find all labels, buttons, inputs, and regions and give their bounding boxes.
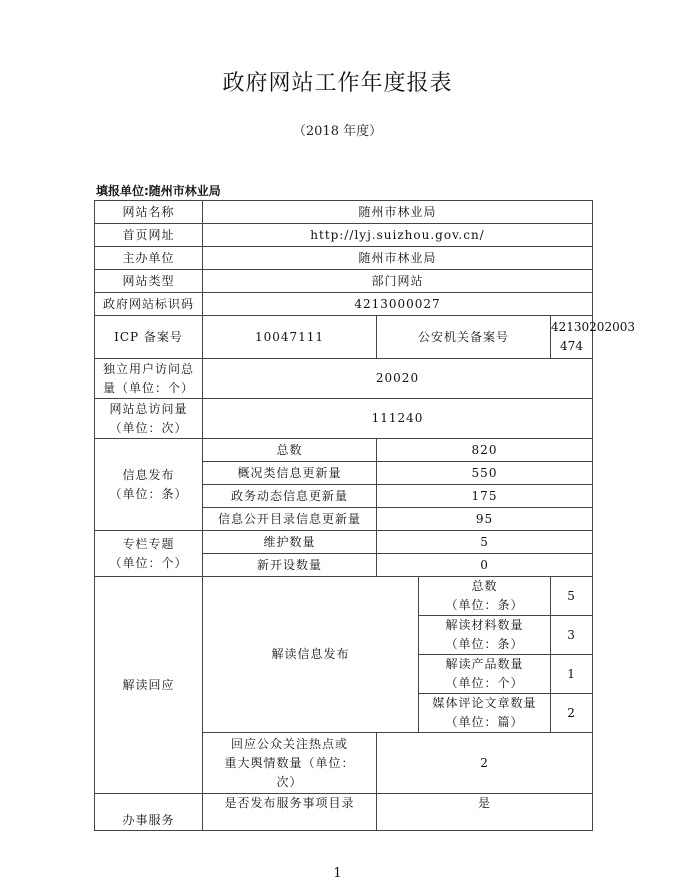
cell-label: 总数 — [203, 439, 377, 462]
cell-label: 主办单位 — [95, 247, 203, 270]
label-line: 次） — [276, 774, 303, 789]
table-row — [95, 359, 593, 399]
cell-label: 解读信息发布 — [203, 577, 419, 733]
cell-label — [419, 694, 551, 733]
cell-label: 首页网址 — [95, 224, 203, 247]
label-line: 解读材料数量 — [445, 618, 524, 632]
cell-value: 部门网站 — [203, 270, 593, 293]
table-row — [95, 399, 593, 439]
cell-value: 0 — [377, 554, 593, 577]
cell-value: 175 — [377, 485, 593, 508]
label-line: （单位：篇） — [445, 715, 524, 729]
table-row — [95, 293, 593, 316]
label-line: 网站总访问量 — [109, 401, 188, 416]
table-row — [95, 247, 593, 270]
cell-value: 95 — [377, 508, 593, 531]
cell-label: 办事服务 — [95, 794, 203, 831]
cell-label: 公安机关备案号 — [377, 316, 551, 359]
cell-label: 网站名称 — [95, 201, 203, 224]
cell-label: 解读回应 — [95, 577, 203, 794]
cell-value: 2 — [377, 733, 593, 794]
cell-label: 新开设数量 — [203, 554, 377, 577]
label-line: （单位：条） — [445, 637, 524, 651]
report-year: （2018 年度） — [292, 124, 383, 139]
page-number: 1 — [333, 866, 342, 881]
table-row — [95, 316, 593, 359]
label-line: 回应公众关注热点或 — [230, 736, 348, 751]
table-row — [95, 794, 593, 831]
cell-label: 信息公开目录信息更新量 — [203, 508, 377, 531]
label-line: （单位：个） — [445, 676, 524, 690]
cell-value: 5 — [551, 577, 593, 616]
cell-label: 维护数量 — [203, 531, 377, 554]
table-row — [95, 577, 593, 616]
label-line: 解读产品数量 — [445, 657, 524, 671]
label-line: 量（单位：个） — [102, 380, 194, 395]
cell-value: 1 — [551, 655, 593, 694]
cell-label — [95, 359, 203, 399]
cell-label: 概况类信息更新量 — [203, 462, 377, 485]
cell-value: 111240 — [203, 399, 593, 439]
cell-label: ICP 备案号 — [95, 316, 203, 359]
label-line: （单位：条） — [109, 486, 188, 501]
cell-label: 政府网站标识码 — [95, 293, 203, 316]
cell-label — [203, 733, 377, 794]
cell-value: 20020 — [203, 359, 593, 399]
label-line: 媒体评论文章数量 — [432, 696, 537, 710]
label-line: （单位：次） — [109, 420, 188, 435]
police-number-line-2: 474 — [560, 339, 583, 353]
cell-label: 是否发布服务事项目录 — [203, 794, 377, 831]
cell-label — [419, 616, 551, 655]
cell-value: 820 — [377, 439, 593, 462]
cell-value: 3 — [551, 616, 593, 655]
cell-label — [95, 399, 203, 439]
cell-value: 2 — [551, 694, 593, 733]
table-row — [95, 531, 593, 554]
table-row — [95, 224, 593, 247]
cell-value: 550 — [377, 462, 593, 485]
cell-value: 随州市林业局 — [203, 247, 593, 270]
cell-label — [419, 655, 551, 694]
cell-label: 政务动态信息更新量 — [203, 485, 377, 508]
cell-value — [551, 316, 635, 359]
cell-label — [95, 439, 203, 531]
cell-label — [95, 531, 203, 577]
table-row — [95, 270, 593, 293]
label-line: 独立用户访问总 — [102, 361, 194, 376]
label-line: 信息发布 — [122, 467, 175, 482]
cell-value: 5 — [377, 531, 593, 554]
label-line: 专栏专题 — [122, 536, 175, 551]
report-title: 政府网站工作年度报表 — [222, 71, 453, 96]
cell-value: 4213000027 — [203, 293, 593, 316]
label-line: 重大舆情数量（单位： — [224, 755, 355, 770]
cell-value: http://lyj.suizhou.gov.cn/ — [203, 224, 593, 247]
reporting-unit: 填报单位:随州市林业局 — [96, 184, 221, 198]
police-number-line-1: 42130202003 — [551, 320, 635, 334]
cell-value: 10047111 — [203, 316, 377, 359]
cell-label — [419, 577, 551, 616]
table-row — [95, 439, 593, 462]
label-line: 总数 — [471, 579, 498, 593]
cell-value: 随州市林业局 — [203, 201, 593, 224]
label-line: （单位：条） — [445, 598, 524, 612]
cell-value: 是 — [377, 794, 593, 831]
report-table — [94, 200, 635, 831]
table-row — [95, 201, 593, 224]
cell-label: 网站类型 — [95, 270, 203, 293]
label-line: （单位：个） — [109, 555, 188, 570]
